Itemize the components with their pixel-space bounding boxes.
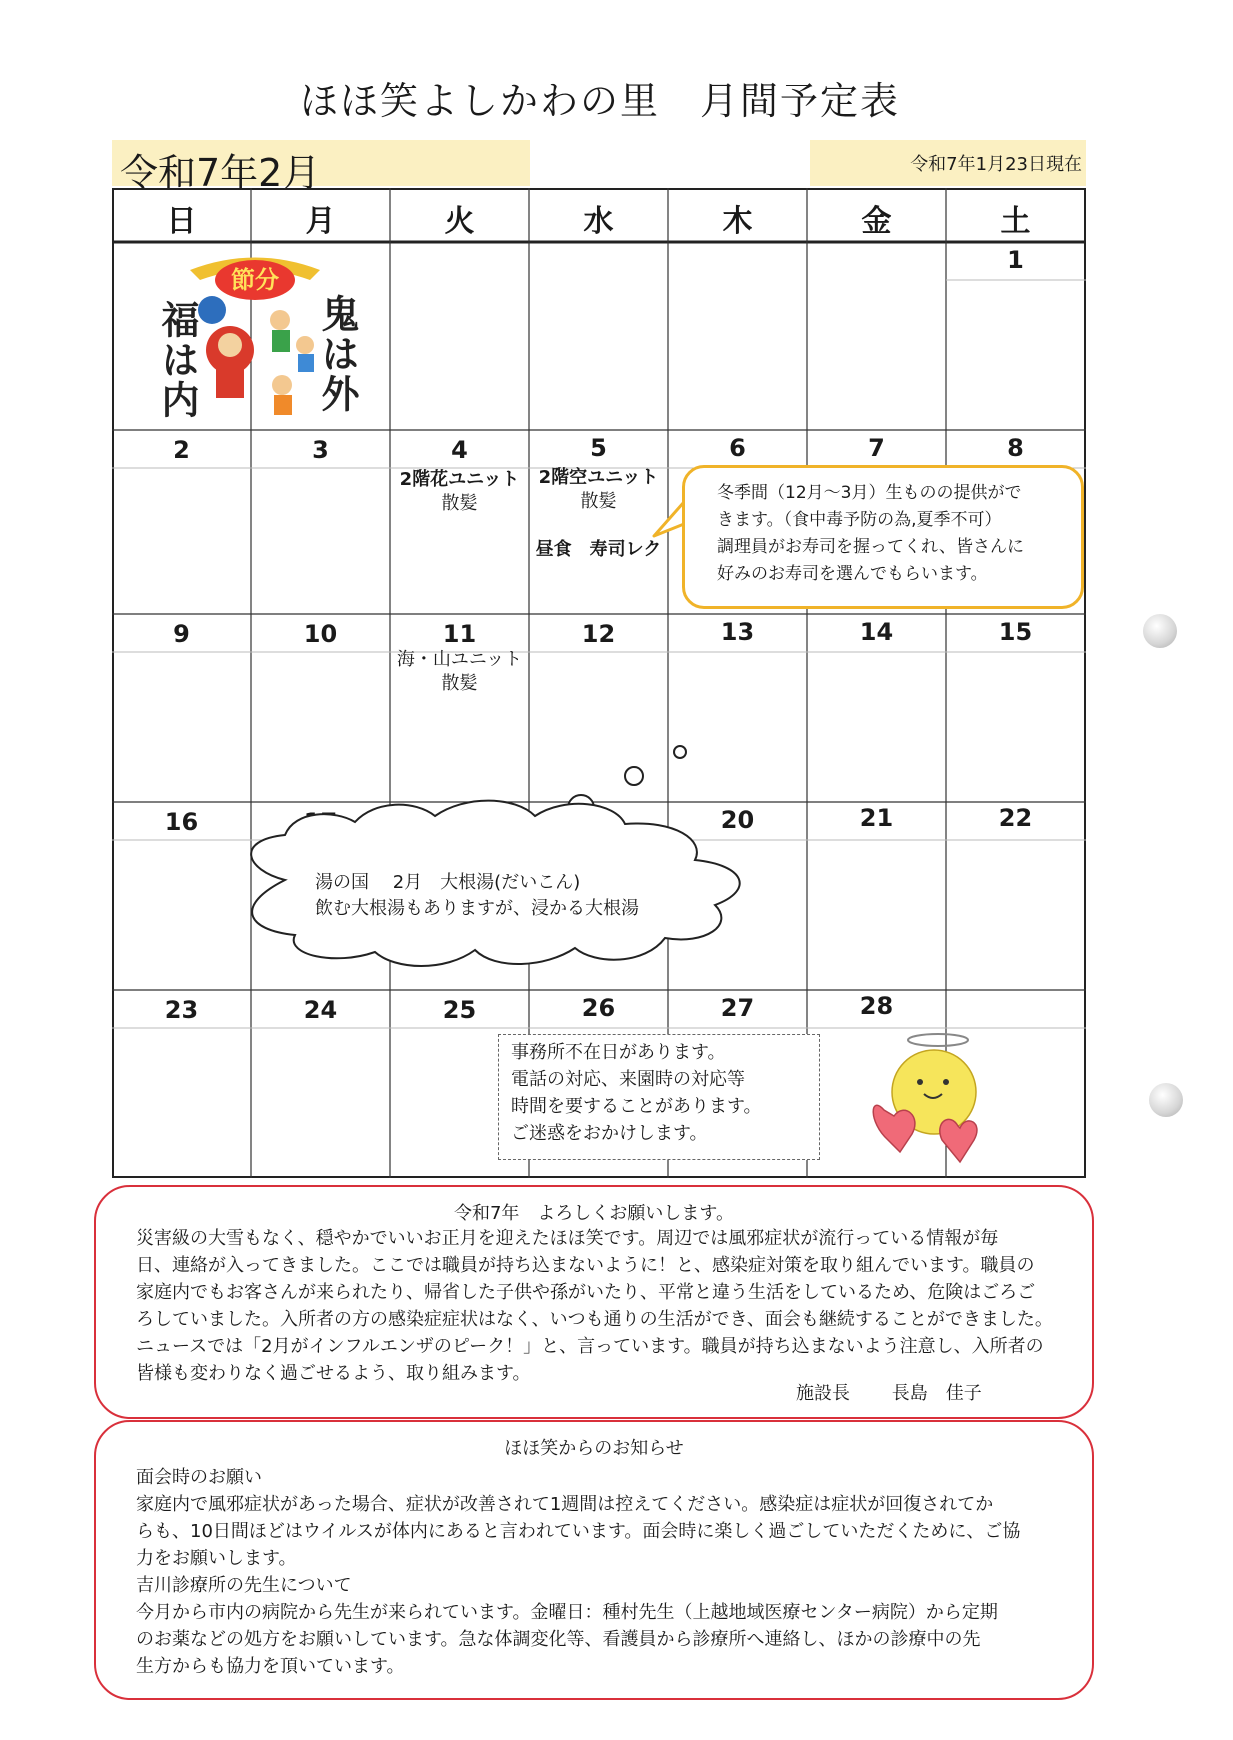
day-3: 3 [312, 436, 329, 464]
greeting-line: 家庭内でもお客さんが来られたり、帰省した子供や孫がいたり、平常と違う生活をしているため、危険はごろご [136, 1282, 1036, 1303]
cloud-note-line: 飲む大根湯もありますが、浸かる大根湯 [315, 898, 639, 919]
day-6: 6 [729, 434, 746, 462]
day-4: 4 [451, 436, 468, 464]
day-26: 26 [581, 994, 616, 1022]
setsubun-label: 節分 [215, 260, 295, 300]
day-14: 14 [859, 618, 894, 646]
notice-line: 力をお願いします。 [136, 1548, 297, 1569]
winter-note-line: 好みのお寿司を選んでもらいます。 [717, 564, 988, 584]
director-greeting-box [94, 1185, 1094, 1419]
office-absence-note [498, 1034, 820, 1160]
event-feb5-haircut: 散髪 [580, 491, 617, 512]
day-11: 11 [442, 620, 477, 648]
day-24: 24 [303, 996, 338, 1024]
day-22: 22 [998, 804, 1033, 832]
day-1: 1 [1007, 246, 1024, 274]
winter-note-line: 冬季間（12月～3月）生ものの提供がで [717, 483, 1022, 503]
notice-line: 生方からも協力を頂いています。 [136, 1656, 405, 1677]
office-note-line: 事務所不在日があります。 [511, 1042, 726, 1063]
greeting-line: 皆様も変わりなく過ごせるよう、取り組みます。 [136, 1363, 531, 1384]
notice-line: のお薬などの処方をお願いしています。急な体調変化等、看護員から診療所へ連絡し、ほかの診療中の先 [136, 1629, 981, 1650]
day-8: 8 [1007, 434, 1024, 462]
month-title: 令和7年2月 [120, 151, 321, 195]
winter-note-line: きます。（食中毒予防の為,夏季不可） [717, 510, 1002, 530]
day-23: 23 [164, 996, 199, 1024]
winter-sushi-note [682, 465, 1084, 609]
notice-line: 面会時のお願い [136, 1467, 262, 1488]
setsubun-illustration [150, 250, 360, 430]
day-10: 10 [303, 620, 338, 648]
day-28: 28 [859, 992, 894, 1020]
fuku-wa-uchi-text: 福は内 [155, 300, 199, 420]
punch-hole [1143, 614, 1177, 648]
greeting-line: 災害級の大雪もなく、穏やかでいいお正月を迎えたほほ笑です。周辺では風邪症状が流行っている情報が毎 [136, 1228, 999, 1249]
event-feb5-lunch: 昼食 寿司レク [535, 539, 662, 560]
day-9: 9 [173, 620, 190, 648]
cloud-note-line: 湯の国 2月 大根湯(だいこん) [315, 872, 581, 893]
weekday-sun: 日 [166, 204, 197, 239]
notice-line: 家庭内で風邪症状があった場合、症状が改善されて1週間は控えてください。感染症は症状が回復されてか [136, 1494, 994, 1515]
greeting-signer: 施設長 長島 佳子 [796, 1383, 982, 1404]
winter-note-line: 調理員がお寿司を握ってくれ、皆さんに [717, 537, 1025, 557]
day-5: 5 [590, 434, 607, 462]
weekday-wed: 水 [583, 204, 614, 239]
notice-line: 今月から市内の病院から先生が来られています。金曜日：種村先生（上越地域医療センター病院）から定期 [136, 1602, 998, 1623]
day-7: 7 [868, 434, 885, 462]
office-note-line: 電話の対応、来園時の対応等 [511, 1069, 745, 1090]
office-note-line: 時間を要することがあります。 [511, 1096, 762, 1117]
punch-hole [1149, 1083, 1183, 1117]
day-21: 21 [859, 804, 894, 832]
oni-wa-soto-text: 鬼は外 [315, 294, 359, 414]
notice-box [94, 1420, 1094, 1700]
day-25: 25 [442, 996, 477, 1024]
notice-line: 吉川診療所の先生について [136, 1575, 352, 1596]
day-13: 13 [720, 618, 755, 646]
day-27: 27 [720, 994, 755, 1022]
mascot-with-hearts-icon [870, 1030, 990, 1170]
greeting-title: 令和7年 よろしくお願いします。 [453, 1203, 734, 1224]
day-15: 15 [998, 618, 1033, 646]
daikon-bath-note [315, 870, 639, 922]
weekday-tue: 火 [444, 204, 475, 239]
greeting-line: ろしていました。入所者の方の感染症症状はなく、いつも通りの生活ができ、面会も継続することができました。 [136, 1309, 1053, 1330]
weekday-sat: 土 [1000, 204, 1031, 239]
event-feb4-unit: 2階花ユニット [399, 469, 520, 490]
notice-body [136, 1464, 1056, 1680]
office-note-line: ご迷惑をおかけします。 [511, 1123, 708, 1144]
as-of-date: 令和7年1月23日現在 [910, 154, 1082, 175]
greeting-body [136, 1225, 1056, 1387]
event-feb4-haircut: 散髪 [441, 493, 478, 514]
thought-cloud [225, 740, 795, 990]
day-2: 2 [173, 436, 190, 464]
day-16: 16 [164, 808, 199, 836]
weekday-thu: 木 [722, 204, 753, 239]
notice-line: らも、10日間ほどはウイルスが体内にあると言われています。面会時に楽しく過ごしていただくために、ご協 [136, 1521, 1021, 1542]
event-feb11-haircut: 散髪 [441, 673, 478, 694]
day-20: 20 [720, 806, 755, 834]
greeting-line: ニュースでは「2月がインフルエンザのピーク！」と、言っています。職員が持ち込まないよう注意し、入所者の [136, 1336, 1044, 1357]
weekday-mon: 月 [305, 204, 336, 239]
event-feb5-unit: 2階空ユニット [538, 467, 659, 488]
weekday-fri: 金 [861, 204, 892, 239]
day-12: 12 [581, 620, 616, 648]
page-title: ほほ笑よしかわの里 月間予定表 [299, 79, 900, 123]
event-feb11-unit: 海・山ユニット [396, 649, 523, 670]
notice-title: ほほ笑からのお知らせ [504, 1438, 684, 1459]
greeting-line: 日、連絡が入ってきました。ここでは職員が持ち込まないように！と、感染症対策を取り組んでいます。職員の [136, 1255, 1035, 1276]
